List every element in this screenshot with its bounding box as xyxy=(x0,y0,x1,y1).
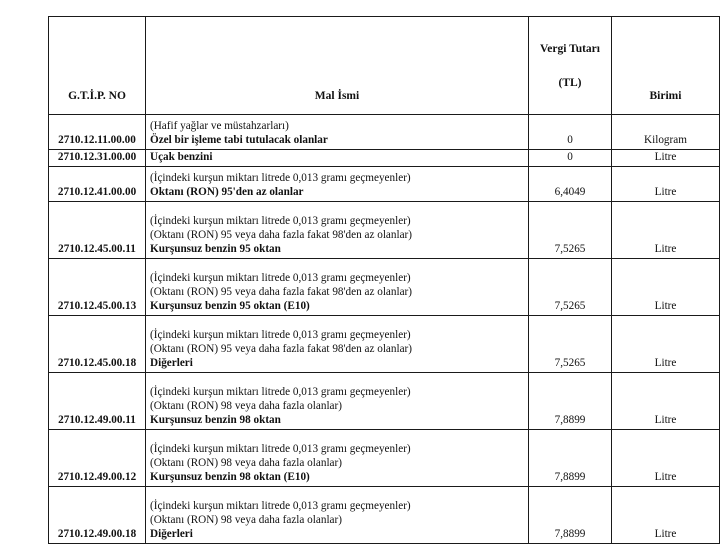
tax-amount-cell: 7,8899 xyxy=(529,430,612,487)
product-qualifier: (İçindeki kurşun miktarı litrede 0,013 gramı geçmeyenler) xyxy=(150,500,411,512)
table-row xyxy=(49,259,720,316)
unit-cell: Litre xyxy=(612,430,720,487)
tax-amount-cell: 7,5265 xyxy=(529,202,612,259)
unit-cell: Litre xyxy=(612,202,720,259)
product-qualifier: (Oktanı (RON) 95 veya daha fazla fakat 98'den az olanlar) xyxy=(150,286,413,298)
unit-cell: Litre xyxy=(612,259,720,316)
table-row xyxy=(49,115,720,150)
product-name: Kurşunsuz benzin 98 oktan xyxy=(150,414,281,426)
product-name: Diğerleri xyxy=(150,528,193,540)
product-qualifier: (İçindeki kurşun miktarı litrede 0,013 gramı geçmeyenler) xyxy=(150,443,411,455)
unit-cell: Litre xyxy=(612,167,720,202)
product-name-cell xyxy=(146,150,529,167)
tax-amount-cell: 7,8899 xyxy=(529,487,612,544)
product-qualifier: (Oktanı (RON) 98 veya daha fazla olanlar) xyxy=(150,457,342,469)
product-name: Kurşunsuz benzin 95 oktan (E10) xyxy=(150,300,310,312)
table-row xyxy=(49,487,720,544)
header-birimi: Birimi xyxy=(612,17,720,115)
table-header-row xyxy=(49,17,720,115)
product-name-cell xyxy=(146,202,529,259)
gtip-code-cell: 2710.12.45.00.11 xyxy=(49,202,146,259)
gtip-code-cell: 2710.12.41.00.00 xyxy=(49,167,146,202)
tax-amount-cell: 0 xyxy=(529,115,612,150)
product-name: Oktanı (RON) 95'den az olanlar xyxy=(150,186,304,198)
table-row xyxy=(49,167,720,202)
tax-table xyxy=(48,16,720,544)
product-name-cell xyxy=(146,487,529,544)
product-qualifier: (Oktanı (RON) 98 veya daha fazla olanlar) xyxy=(150,400,342,412)
tax-amount-cell: 6,4049 xyxy=(529,167,612,202)
product-name: Kurşunsuz benzin 95 oktan xyxy=(150,243,281,255)
product-qualifier: (Oktanı (RON) 95 veya daha fazla fakat 98'den az olanlar) xyxy=(150,229,413,241)
product-name: Diğerleri xyxy=(150,357,193,369)
product-qualifier: (Oktanı (RON) 98 veya daha fazla olanlar) xyxy=(150,514,342,526)
product-qualifier: (İçindeki kurşun miktarı litrede 0,013 gramı geçmeyenler) xyxy=(150,272,411,284)
product-name: Özel bir işleme tabi tutulacak olanlar xyxy=(150,134,328,146)
product-qualifier: (İçindeki kurşun miktarı litrede 0,013 gramı geçmeyenler) xyxy=(150,329,411,341)
tax-amount-cell: 0 xyxy=(529,150,612,167)
header-mal-ismi: Mal İsmi xyxy=(146,17,529,115)
product-name: Uçak benzini xyxy=(150,151,213,163)
product-name-cell xyxy=(146,373,529,430)
product-name-cell xyxy=(146,115,529,150)
unit-cell: Litre xyxy=(612,487,720,544)
unit-cell: Litre xyxy=(612,373,720,430)
table-row xyxy=(49,150,720,167)
unit-cell: Kilogram xyxy=(612,115,720,150)
header-vergi-tutari xyxy=(529,17,612,115)
header-vergi-tutari-unit: (TL) xyxy=(558,76,582,89)
product-name-cell xyxy=(146,167,529,202)
header-gtip-no: G.T.İ.P. NO xyxy=(49,17,146,115)
product-qualifier: (İçindeki kurşun miktarı litrede 0,013 gramı geçmeyenler) xyxy=(150,172,411,184)
product-name-cell xyxy=(146,316,529,373)
gtip-code-cell: 2710.12.45.00.13 xyxy=(49,259,146,316)
gtip-code-cell: 2710.12.49.00.18 xyxy=(49,487,146,544)
product-qualifier: (Oktanı (RON) 95 veya daha fazla fakat 98'den az olanlar) xyxy=(150,343,413,355)
product-qualifier: (İçindeki kurşun miktarı litrede 0,013 gramı geçmeyenler) xyxy=(150,215,411,227)
gtip-code-cell: 2710.12.31.00.00 xyxy=(49,150,146,167)
tax-amount-cell: 7,5265 xyxy=(529,259,612,316)
product-qualifier: (İçindeki kurşun miktarı litrede 0,013 gramı geçmeyenler) xyxy=(150,386,411,398)
tax-amount-cell: 7,5265 xyxy=(529,316,612,373)
product-name: Kurşunsuz benzin 98 oktan (E10) xyxy=(150,471,310,483)
header-vergi-tutari-label: Vergi Tutarı xyxy=(540,42,600,55)
unit-cell: Litre xyxy=(612,316,720,373)
product-name-cell xyxy=(146,259,529,316)
product-name-cell xyxy=(146,430,529,487)
gtip-code-cell: 2710.12.49.00.11 xyxy=(49,373,146,430)
table-body xyxy=(49,115,720,544)
table-row xyxy=(49,202,720,259)
gtip-code-cell: 2710.12.49.00.12 xyxy=(49,430,146,487)
gtip-code-cell: 2710.12.45.00.18 xyxy=(49,316,146,373)
table-row xyxy=(49,316,720,373)
gtip-code-cell: 2710.12.11.00.00 xyxy=(49,115,146,150)
table-row xyxy=(49,373,720,430)
tax-amount-cell: 7,8899 xyxy=(529,373,612,430)
unit-cell: Litre xyxy=(612,150,720,167)
table-row xyxy=(49,430,720,487)
product-qualifier: (Hafif yağlar ve müstahzarları) xyxy=(150,120,289,132)
